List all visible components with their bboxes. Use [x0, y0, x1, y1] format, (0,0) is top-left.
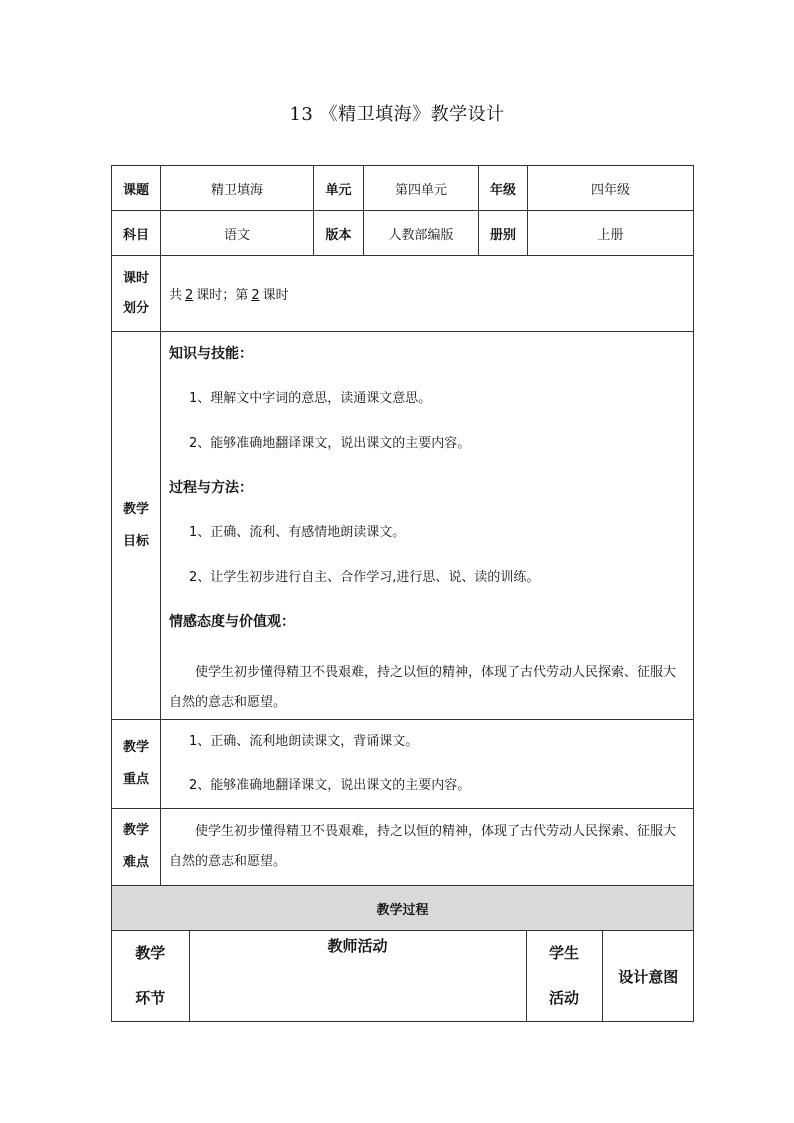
lesson-value: [161, 256, 694, 332]
subject-value: 语文: [161, 211, 314, 256]
unit-label: 单元: [314, 166, 364, 211]
process-header: 教学过程: [112, 886, 694, 931]
col-stage: [112, 931, 189, 1021]
edition-label: 版本: [314, 211, 364, 256]
lesson-suffix: 课时: [262, 288, 289, 303]
grade-label: 年级: [479, 166, 528, 211]
table-row: [112, 211, 694, 256]
difficulty-label: [112, 809, 161, 886]
lesson-label: [112, 256, 161, 332]
col-student: [526, 931, 602, 1021]
table-row: [112, 931, 694, 1022]
col-intent: 设计意图: [602, 931, 694, 1021]
emotion-title: 情感态度与价值观：: [169, 614, 295, 630]
goals-label-line2: 目标: [122, 533, 149, 549]
difficulty-label-line1: 教学: [122, 823, 149, 838]
col-teacher: 教师活动: [189, 931, 526, 1021]
topic-value: 精卫填海: [161, 166, 314, 211]
process-item: 1、正确、流利、有感情地朗读课文。: [189, 525, 406, 540]
lesson-label-line2: 划分: [122, 300, 149, 316]
table-row: [112, 166, 694, 211]
knowledge-item: 2、能够准确地翻译课文，说出课文的主要内容。: [189, 436, 471, 451]
table-row: [112, 256, 694, 332]
process-item: 2、让学生初步进行自主、合作学习,进行思、说、读的训练。: [189, 570, 540, 585]
edition-value: 人教部编版: [364, 211, 479, 256]
lesson-label-line1: 课时: [122, 270, 149, 286]
process-title: 过程与方法：: [169, 480, 253, 496]
table-row: [112, 332, 694, 720]
emotion-text: 使学生初步懂得精卫不畏艰难，持之以恒的精神，体现了古代劳动人民探索、征服大自然的意志和愿望。: [169, 665, 677, 710]
unit-value: 第四单元: [364, 166, 479, 211]
process-columns: [112, 931, 694, 1022]
lesson-current: 2: [251, 288, 260, 303]
topic-label: 课题: [112, 166, 161, 211]
goals-label-line1: 教学: [122, 501, 149, 517]
key-content: [161, 720, 694, 809]
lesson-total: 2: [185, 288, 194, 303]
page-title: 13 《精卫填海》教学设计: [289, 104, 505, 125]
table-row: [112, 720, 694, 809]
lesson-plan-table: [111, 165, 694, 1022]
volume-label: 册别: [479, 211, 528, 256]
goals-content: [161, 332, 694, 720]
lesson-prefix: 共: [169, 288, 183, 303]
difficulty-text: 使学生初步懂得精卫不畏艰难，持之以恒的精神，体现了古代劳动人民探索、征服大自然的意志和愿望。: [169, 824, 677, 869]
difficulty-content: [161, 809, 694, 886]
goals-label: [112, 332, 161, 720]
knowledge-title: 知识与技能：: [169, 346, 253, 362]
lesson-mid: 课时；第: [196, 288, 249, 303]
key-label-line1: 教学: [122, 740, 149, 755]
key-label-line2: 重点: [122, 772, 149, 787]
grade-value: 四年级: [528, 166, 694, 211]
difficulty-label-line2: 难点: [122, 855, 149, 870]
col-student-line1: 学生: [548, 944, 579, 962]
col-stage-line2: 环节: [135, 989, 166, 1007]
col-student-line2: 活动: [548, 989, 579, 1007]
key-label: [112, 720, 161, 809]
subject-label: 科目: [112, 211, 161, 256]
table-row: [112, 809, 694, 886]
col-stage-line1: 教学: [135, 944, 166, 962]
knowledge-item: 1、理解文中字词的意思，读通课文意思。: [189, 391, 432, 406]
process-columns-table: [112, 931, 694, 1021]
table-row: [112, 886, 694, 931]
volume-value: 上册: [528, 211, 694, 256]
key-item: 1、正确、流利地朗读课文，背诵课文。: [189, 734, 419, 749]
key-item: 2、能够准确地翻译课文，说出课文的主要内容。: [189, 778, 471, 793]
